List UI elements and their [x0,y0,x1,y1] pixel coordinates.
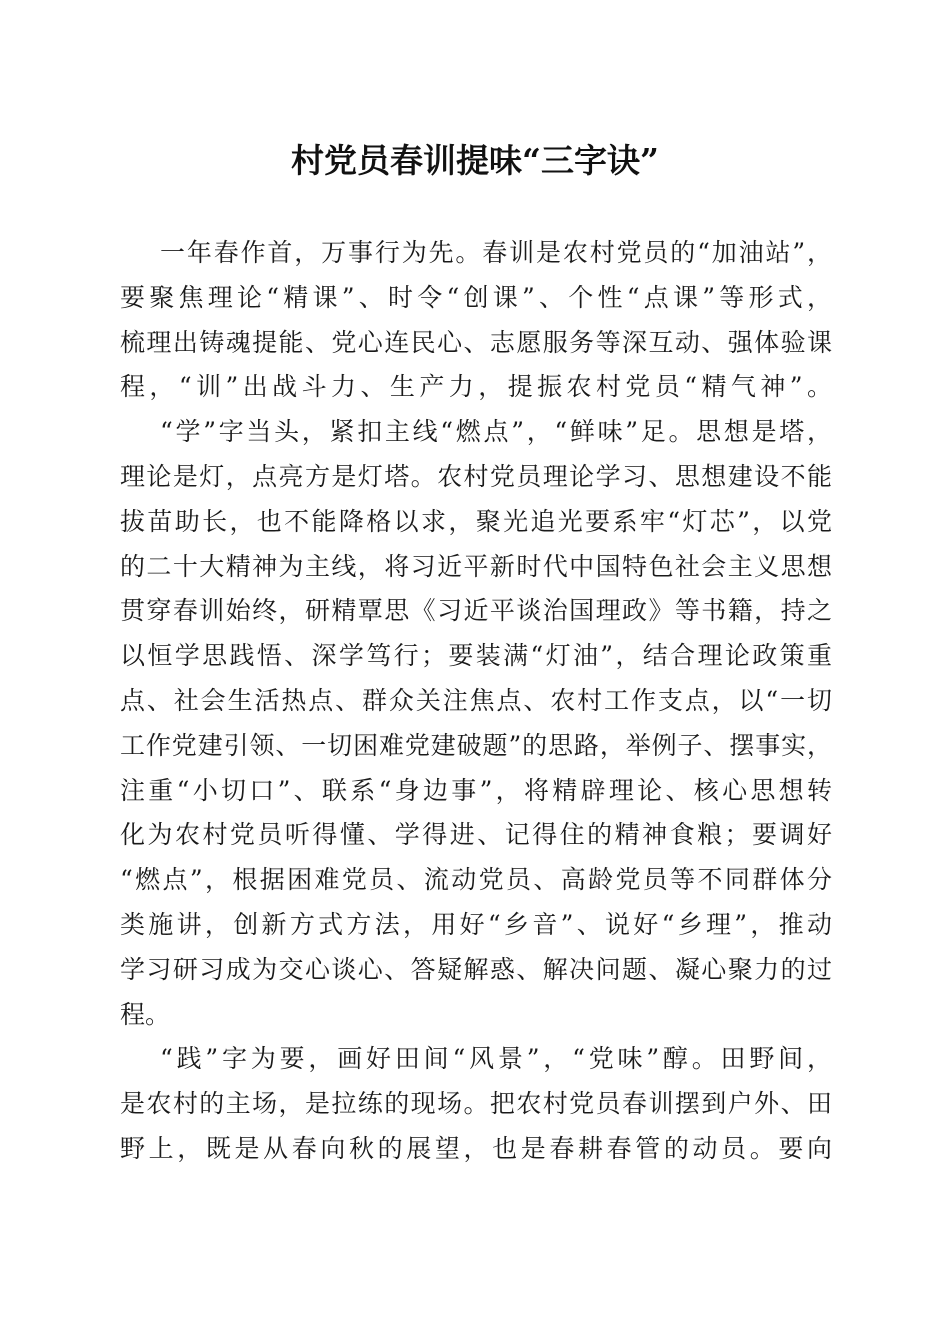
paragraph-2-line-9: 注重“小切口”、联系“身边事”，将精辟理论、核心思想转 [120,775,832,805]
paragraph-2-line-4: 的二十大精神为主线，将习近平新时代中国特色社会主义思想 [120,551,832,581]
document-body [120,231,832,1172]
paragraph-2-line-12: 类施讲，创新方式方法，用好“乡音”、说好“乡理”，推动 [120,909,832,939]
paragraph-2-line-14: 程。 [120,999,171,1029]
paragraph-3-line-2: 是农村的主场，是拉练的现场。把农村党员春训摆到户外、田 [120,1089,832,1119]
paragraph-1-line-4: 程，“训”出战斗力、生产力，提振农村党员“精气神”。 [120,372,832,402]
paragraph-2-line-1: “学”字当头，紧扣主线“燃点”，“鲜味”足。思想是塔， [160,417,832,447]
paragraph-3-line-1: “践”字为要，画好田间“风景”，“党味”醇。田野间， [160,1044,832,1074]
paragraph-3-line-3: 野上，既是从春向秋的展望，也是春耕春管的动员。要向 [120,1133,832,1163]
document-title: 村党员春训提味“三字诀” [291,141,659,180]
paragraph-1-line-3: 梳理出铸魂提能、党心连民心、志愿服务等深互动、强体验课 [120,327,832,357]
paragraph-2-line-5: 贯穿春训始终，研精覃思《习近平谈治国理政》等书籍，持之 [120,596,832,626]
paragraph-2-line-3: 拔苗助长，也不能降格以求，聚光追光要系牢“灯芯”，以党 [120,506,832,536]
paragraph-2-line-6: 以恒学思践悟、深学笃行；要装满“灯油”，结合理论政策重 [120,641,832,671]
paragraph-2-line-11: “燃点”，根据困难党员、流动党员、高龄党员等不同群体分 [120,865,832,895]
paragraph-2-line-10: 化为农村党员听得懂、学得进、记得住的精神食粮；要调好 [120,820,832,850]
paragraph-2-line-2: 理论是灯，点亮方是灯塔。农村党员理论学习、思想建设不能 [120,461,832,491]
paragraph-2-line-8: 工作党建引领、一切困难党建破题”的思路，举例子、摆事实， [120,730,832,760]
paragraph-2-line-7: 点、社会生活热点、群众关注焦点、农村工作支点，以“一切 [120,685,832,715]
paragraph-2-line-13: 学习研习成为交心谈心、答疑解惑、解决问题、凝心聚力的过 [120,954,832,984]
paragraph-1-line-1: 一年春作首，万事行为先。春训是农村党员的“加油站”， [160,238,832,267]
paragraph-1-line-2: 要聚焦理论“精课”、时令“创课”、个性“点课”等形式， [120,282,832,312]
